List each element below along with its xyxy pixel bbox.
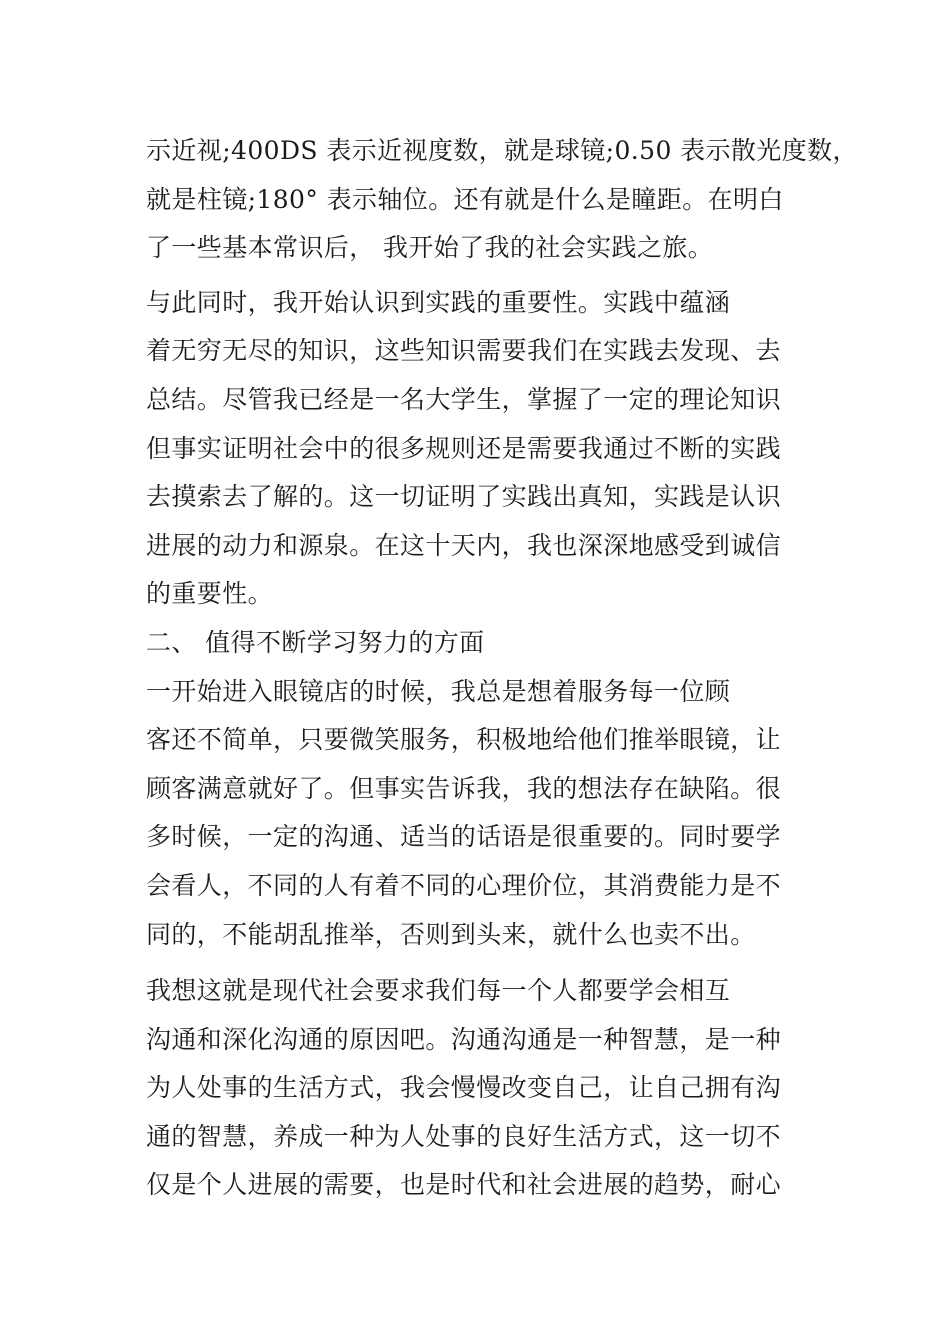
text-line: 的重要性。 [146,579,274,609]
text-line: 为人处事的生活方式，我会慢慢改变自己，让自己拥有沟 [146,1073,782,1103]
document-body [146,127,858,1210]
section-heading [146,619,826,668]
text-line: 就是柱镜;180° 表示轴位。还有就是什么是瞳距。在明白 [146,184,784,214]
paragraph [146,279,826,619]
text-line: 顾客满意就好了。但事实告诉我，我的想法存在缺陷。很 [146,773,782,803]
text-line: 示近视;400DS 表示近视度数，就是球镜;0.50 表示散光度数， [146,136,858,165]
paragraph [146,967,826,1210]
text-line: 客还不简单，只要微笑服务，积极地给他们推举眼镜，让 [146,725,782,755]
text-line: 二、 值得不断学习努力的方面 [146,627,485,657]
text-line: 我想这就是现代社会要求我们每一个人都要学会相互 [146,976,731,1006]
text-line: 通的智慧，养成一种为人处事的良好生活方式，这一切不 [146,1121,782,1151]
text-line: 一开始进入眼镜店的时候，我总是想着服务每一位顾 [146,676,731,706]
text-line: 但事实证明社会中的很多规则还是需要我通过不断的实践 [146,433,782,463]
text-line: 与此同时，我开始认识到实践的重要性。实践中蕴涵 [146,287,731,317]
text-line: 仅是个人进展的需要，也是时代和社会进展的趋势，耐心 [146,1170,782,1200]
text-line: 了一些基本常识后， 我开始了我的社会实践之旅。 [146,233,714,263]
text-line: 沟通和深化沟通的原因吧。沟通沟通是一种智慧，是一种 [146,1024,782,1054]
paragraph [146,127,858,273]
text-line: 同的，不能胡乱推举，否则到头来，就什么也卖不出。 [146,919,756,949]
text-line: 总结。尽管我已经是一名大学生，掌握了一定的理论知识 [146,384,782,414]
text-line: 去摸索去了解的。这一切证明了实践出真知，实践是认识 [146,482,782,512]
text-line: 进展的动力和源泉。在这十天内，我也深深地感受到诚信 [146,530,782,560]
text-line: 会看人，不同的人有着不同的心理价位，其消费能力是不 [146,870,782,900]
text-line: 着无穷无尽的知识，这些知识需要我们在实践去发现、去 [146,336,782,366]
paragraph-gap [146,959,826,967]
text-line: 多时候，一定的沟通、适当的话语是很重要的。同时要学 [146,822,782,852]
paragraph [146,668,826,960]
